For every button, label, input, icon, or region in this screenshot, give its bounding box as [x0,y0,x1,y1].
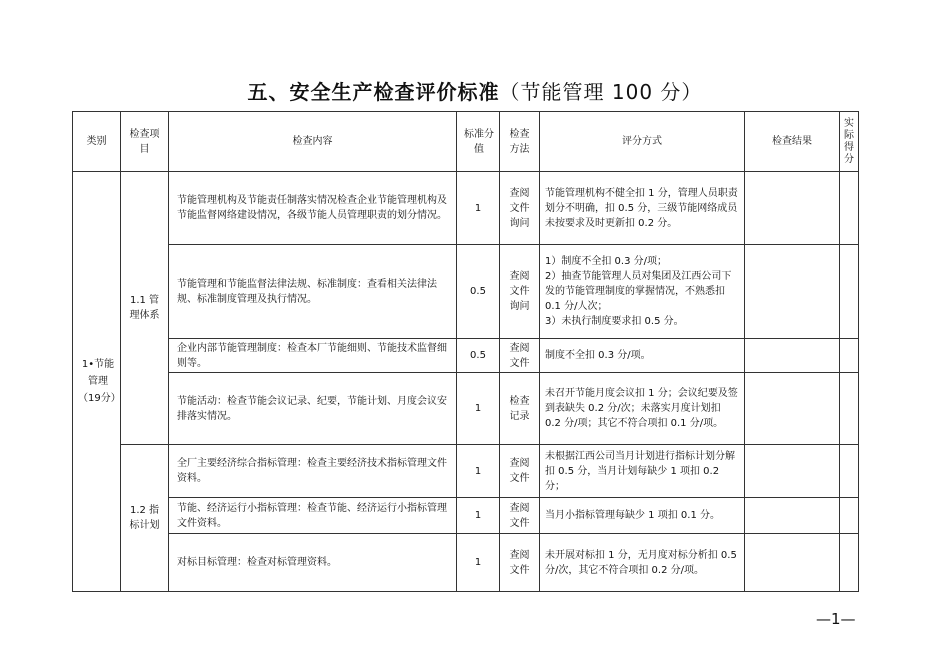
method-cell [500,172,540,245]
header-actual [840,112,859,172]
scoring-line: 1）制度不全扣 0.3 分/项； [545,256,667,267]
scoring-cell: 节能管理机构不健全扣 1 分，管理人员职责划分不明确，扣 0.5 分，三级节能网络成员未按要求及时更新扣 0.2 分。 [540,172,745,245]
method-text: 查阅文件 [509,458,530,484]
result-cell [745,498,840,534]
score-cell: 1 [457,172,500,245]
category-cell [73,172,121,592]
item-cell-management-system [121,172,169,445]
content-cell: 节能管理和节能监督法律法规、标准制度：查看相关法律法规、标准制度管理及执行情况。 [169,245,457,339]
table-row [73,445,859,498]
header-score [457,112,500,172]
page-number: —1— [816,610,856,628]
method-cell [500,373,540,445]
scoring-cell [540,245,745,339]
actual-score-cell [840,445,859,498]
header-method-text: 检查方法 [509,128,530,155]
actual-score-cell [840,498,859,534]
document-title-main: 五、安全生产检查评价标准 [247,80,500,104]
table-row [73,373,859,445]
table-row [73,534,859,592]
item-cell-indicator-plan [121,445,169,592]
method-text: 查阅文件 [509,342,530,369]
score-cell: 0.5 [457,245,500,339]
score-cell: 1 [457,373,500,445]
scoring-cell: 当月小指标管理每缺少 1 项扣 0.1 分。 [540,498,745,534]
header-item [121,112,169,172]
score-cell: 1 [457,498,500,534]
score-cell: 1 [457,445,500,498]
actual-score-cell [840,172,859,245]
method-text: 查阅文件询问 [509,187,530,229]
table-row [73,245,859,339]
content-cell: 节能、经济运行小指标管理：检查节能、经济运行小指标管理文件资料。 [169,498,457,534]
content-cell: 节能活动：检查节能会议记录、纪要，节能计划、月度会议安排落实情况。 [169,373,457,445]
method-text: 检查记录 [509,395,530,422]
method-cell [500,534,540,592]
scoring-line: 3）未执行制度要求扣 0.5 分。 [545,316,684,327]
header-category: 类别 [73,112,121,172]
scoring-cell: 未根据江西公司当月计划进行指标计划分解扣 0.5 分，当月计划每缺少 1 项扣 0.2 分； [540,445,745,498]
evaluation-table [72,111,859,592]
actual-score-cell [840,245,859,339]
header-actual-text: 实际得分 [844,117,854,165]
method-cell [500,339,540,373]
scoring-line: 2）抽查节能管理人员对集团及江西公司下发的节能管理制度的掌握情况，不熟悉扣 0.1 分/人次； [545,271,732,312]
method-cell [500,445,540,498]
header-score-text: 标准分值 [464,128,494,155]
actual-score-cell [840,339,859,373]
content-cell: 全厂主要经济综合指标管理：检查主要经济技术指标管理文件资料。 [169,445,457,498]
method-text: 查阅文件询问 [509,271,530,312]
content-cell: 节能管理机构及节能责任制落实情况检查企业节能管理机构及节能监督网络建设情况，各级节能人员管理职责的划分情况。 [169,172,457,245]
header-content: 检查内容 [169,112,457,172]
result-cell [745,445,840,498]
item-label: 1.1 管理体系 [129,295,160,321]
result-cell [745,172,840,245]
method-cell [500,245,540,339]
content-cell: 企业内部节能管理制度：检查本厂节能细则、节能技术监督细则等。 [169,339,457,373]
method-cell [500,498,540,534]
actual-score-cell [840,534,859,592]
result-cell [745,373,840,445]
scoring-cell: 未召开节能月度会议扣 1 分；会议纪要及签到表缺失 0.2 分/次；未落实月度计划扣 0.2 分/项；其它不符合项扣 0.1 分/项。 [540,373,745,445]
header-item-text: 检查项目 [129,128,160,155]
result-cell [745,339,840,373]
table-row [73,339,859,373]
document-title-sub: （节能管理 100 分） [499,80,703,104]
method-text: 查阅文件 [509,549,530,576]
header-result: 检查结果 [745,112,840,172]
method-text: 查阅文件 [509,502,530,529]
score-cell: 1 [457,534,500,592]
document-title [0,76,950,105]
table-header-row [73,112,859,172]
content-cell: 对标目标管理：检查对标管理资料。 [169,534,457,592]
scoring-cell: 制度不全扣 0.3 分/项。 [540,339,745,373]
result-cell [745,245,840,339]
header-method [500,112,540,172]
scoring-cell: 未开展对标扣 1 分，无月度对标分析扣 0.5 分/次，其它不符合项扣 0.2 分/项。 [540,534,745,592]
actual-score-cell [840,373,859,445]
category-label: 1•节能管理（19分） [78,359,121,404]
result-cell [745,534,840,592]
table-row [73,498,859,534]
table-row [73,172,859,245]
header-scoring: 评分方式 [540,112,745,172]
item-label: 1.2 指标计划 [129,505,160,531]
score-cell: 0.5 [457,339,500,373]
